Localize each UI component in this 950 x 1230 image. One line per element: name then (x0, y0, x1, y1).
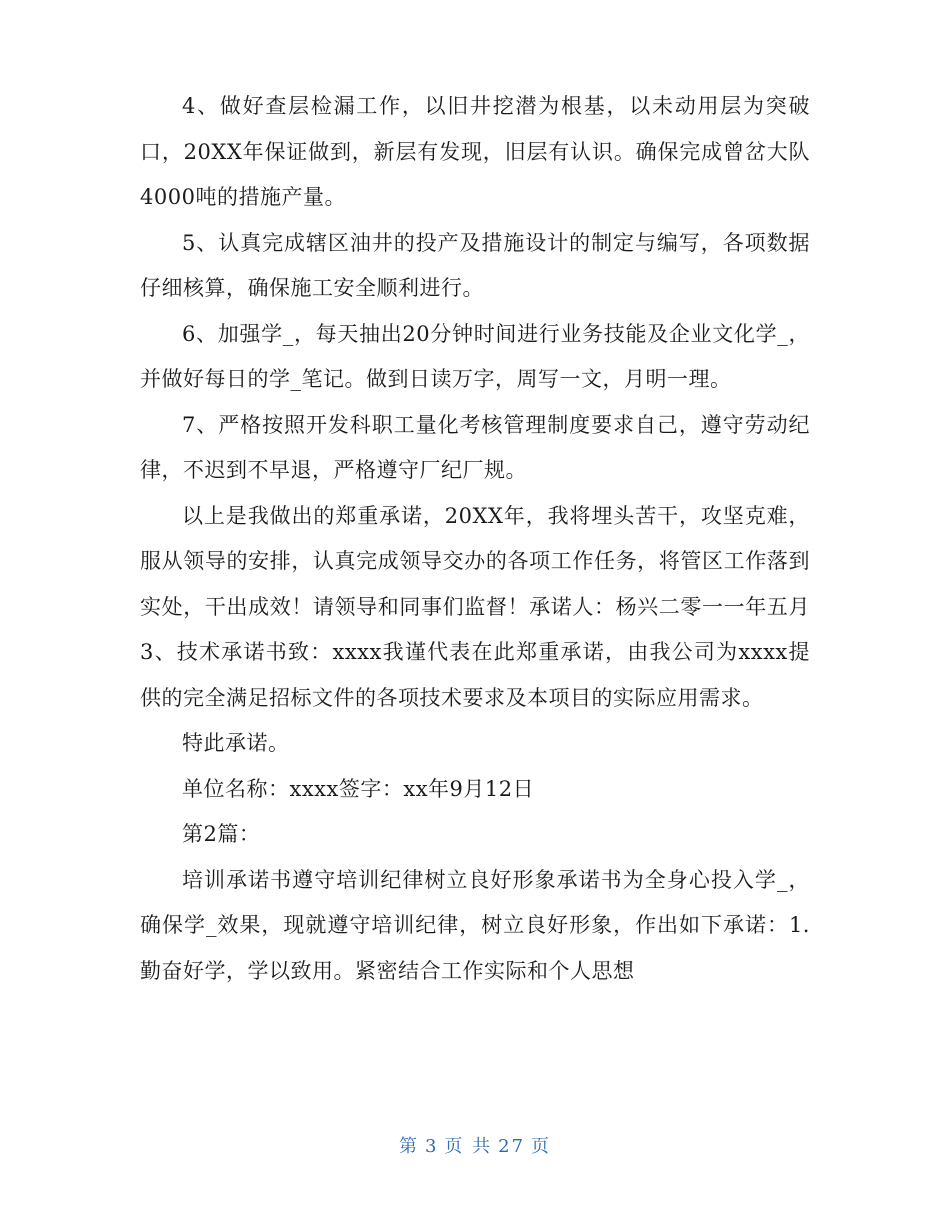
page-number-footer (0, 1132, 950, 1158)
paragraph-training-pledge: 培训承诺书遵守培训纪律树立良好形象承诺书为全身心投入学_，确保学_效果，现就遵守培训纪律，树立良好形象，作出如下承诺：1.勤奋好学，学以致用。紧密结合工作实际和个人思想 (140, 867, 810, 983)
section-heading-part-2: 第2篇： (182, 822, 261, 846)
paragraph-item-7: 7、严格按照开发科职工量化考核管理制度要求自己，遵守劳动纪律，不迟到不早退，严格遵守厂纪厂规。 (140, 412, 810, 482)
paragraph-commitment-summary: 以上是我做出的郑重承诺，20XX年，我将埋头苦干，攻坚克难，服从领导的安排，认真完成领导交办的各项工作任务，将管区工作落到实处，干出成效！请领导和同事们监督！承诺人：杨兴二零一一年五月3、技术承诺书致：xxxx我谨代表在此郑重承诺，由我公司为xxxx提供的完全满足招标文件的各项技术要求及本项目的实际应用需求。 (140, 503, 810, 710)
footer-current-page: 3 (424, 1136, 439, 1157)
paragraph-item-6: 6、加强学_，每天抽出20分钟时间进行业务技能及企业文化学_，并做好每日的学_笔记。做到日读万字，周写一文，月明一理。 (140, 321, 810, 391)
document-body (140, 84, 810, 994)
footer-total-pages: 27 (498, 1136, 526, 1157)
footer-prefix: 第 (398, 1136, 419, 1157)
paragraph-closing: 特此承诺。 (182, 731, 290, 755)
paragraph-item-5: 5、认真完成辖区油井的投产及措施设计的制定与编写，各项数据仔细核算，确保施工安全顺利进行。 (140, 230, 810, 300)
paragraph-signature: 单位名称：xxxx签字：xx年9月12日 (182, 776, 535, 801)
footer-suffix: 页 (531, 1136, 552, 1157)
paragraph-item-4: 4、做好查层检漏工作，以旧井挖潜为根基，以未动用层为突破口，20XX年保证做到，新层有发现，旧层有认识。确保完成曾岔大队4000吨的措施产量。 (140, 94, 810, 209)
footer-middle: 页 共 (444, 1136, 493, 1157)
